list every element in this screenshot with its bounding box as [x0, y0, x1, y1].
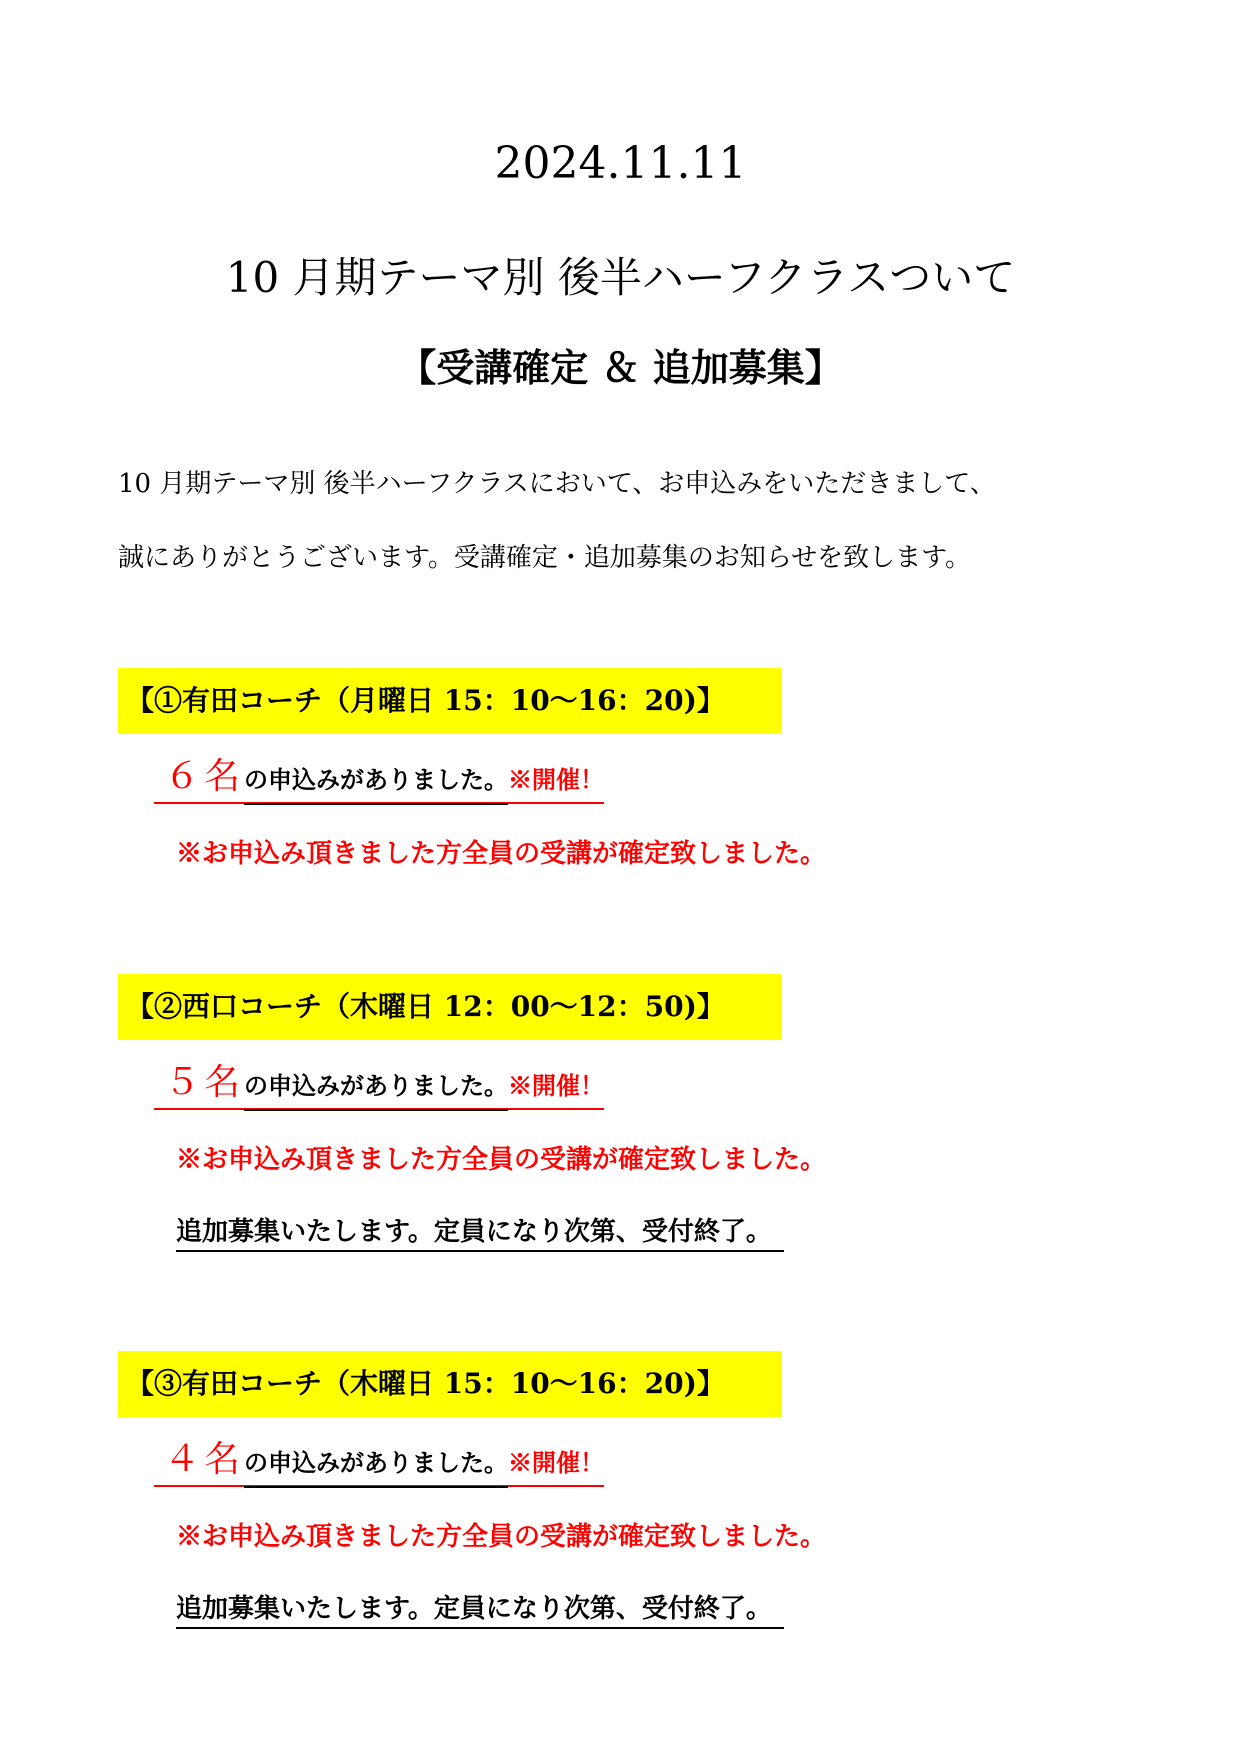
confirmation-notice: ※お申込み頂きました方全員の受講が確定致しました。 [176, 1522, 827, 1552]
document-subtitle: 【受講確定 ＆ 追加募集】 [398, 345, 843, 390]
applicant-count-text: の申込みがありました。 [244, 1440, 508, 1488]
intro-line-1: 10 月期テーマ別 後半ハーフクラスにおいて、お申込みをいただきまして、 [118, 469, 996, 499]
confirmation-notice: ※お申込み頂きました方全員の受講が確定致しました。 [176, 1145, 827, 1175]
class-section-3 [0, 1351, 1241, 1671]
applicant-count-line [154, 1437, 604, 1487]
applicant-count: ５名 [164, 1062, 245, 1103]
section-heading: 【③有田コーチ（木曜日 15：10～16：20)】 [118, 1351, 782, 1417]
class-section-1 [0, 668, 1241, 988]
applicant-count-line [154, 754, 604, 804]
intro-line-2: 誠にありがとうございます。受講確定・追加募集のお知らせを致します。 [118, 543, 972, 573]
applicant-count: ４名 [164, 1439, 245, 1480]
applicant-count: ６名 [164, 756, 245, 797]
applicant-count-line [154, 1060, 604, 1110]
applicant-count-text: の申込みがありました。 [244, 757, 508, 805]
section-heading: 【①有田コーチ（月曜日 15：10～16：20)】 [118, 668, 782, 734]
applicant-count-text: の申込みがありました。 [244, 1063, 508, 1111]
confirmation-notice: ※お申込み頂きました方全員の受講が確定致しました。 [176, 839, 827, 869]
document-title: 10 月期テーマ別 後半ハーフクラスついて [225, 253, 1016, 302]
section-heading: 【②西口コーチ（木曜日 12：00～12：50)】 [118, 974, 782, 1040]
class-section-2 [0, 974, 1241, 1294]
status-held: ※開催！ [508, 765, 605, 794]
document-date: 2024.11.11 [494, 138, 747, 189]
status-held: ※開催！ [508, 1448, 605, 1477]
additional-recruitment-notice: 追加募集いたします。定員になり次第、受付終了。 [176, 1591, 784, 1629]
status-held: ※開催！ [508, 1071, 605, 1100]
additional-recruitment-notice: 追加募集いたします。定員になり次第、受付終了。 [176, 1214, 784, 1252]
